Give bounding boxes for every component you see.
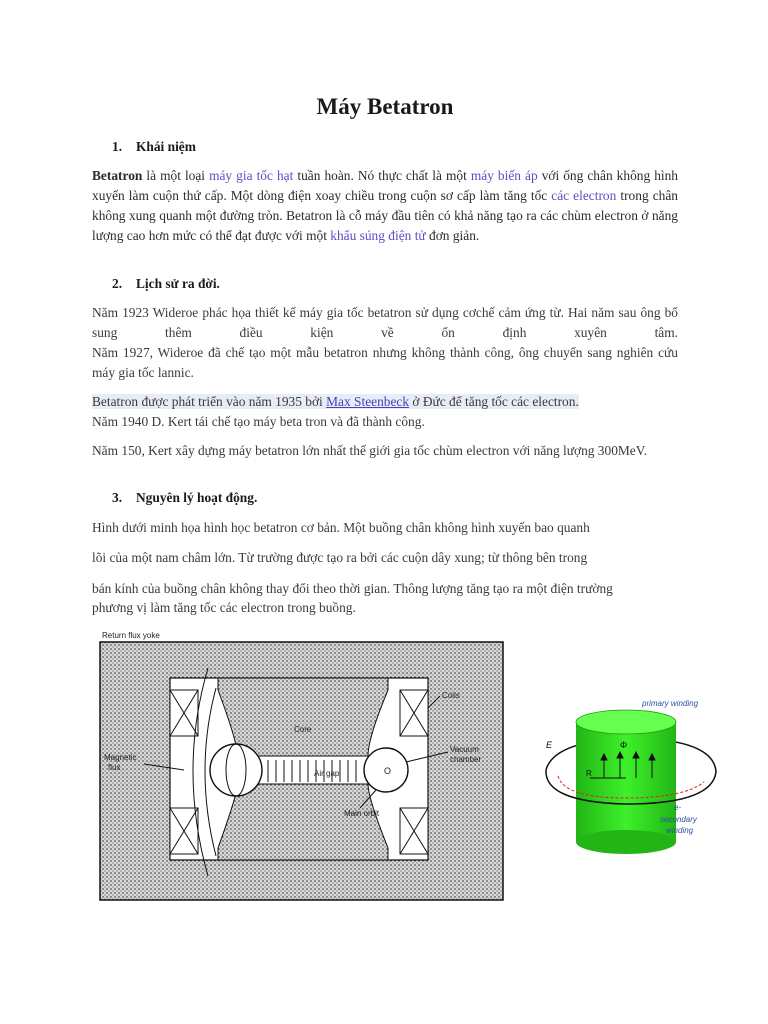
label-core: Core: [294, 725, 312, 734]
label-e-field: E: [546, 740, 553, 750]
primary-secondary-winding-figure: [534, 692, 724, 862]
section-1-paragraph: Betatron là một loại máy gia tốc hạt tuần hoàn. Nó thực chất là một máy biến áp với ống chân không hình xuyến làm cuộn thứ cấp. Một dòng điện xoay chiều trong cuộn sơ cấp làm tăng tốc các electron trong chân không xung quanh một đường tròn. Betatron là cỗ máy đầu tiên có khả năng tạo ra các chùm electron ở năng lượng cao hơn mức có thể đạt được với một khẩu súng điện tử đơn giản.: [92, 168, 678, 243]
label-r: R: [586, 769, 592, 778]
cylinder-top: [576, 710, 676, 734]
core-upper-pole: [218, 678, 388, 756]
link-may-bien-ap[interactable]: máy biến áp: [470, 168, 538, 183]
term-betatron: Betatron: [92, 168, 143, 183]
label-coils: Coils: [442, 691, 460, 700]
label-return-flux-yoke: Return flux yoke: [102, 631, 160, 640]
label-o: O: [384, 766, 392, 776]
page-title: Máy Betatron: [316, 94, 454, 119]
label-chamber: chamber: [450, 755, 482, 764]
link-cac-electron[interactable]: các electron: [551, 188, 617, 203]
history-paragraph-1: Năm 1923 Wideroe phác họa thiết kế máy gia tốc betatron sử dụng cơchế cảm ứng từ. Hai năm sau ông bổ sung thêm điều kiện về ổn định xuyên tâm.: [92, 305, 678, 340]
section-3-heading: 3. Nguyên lý hoạt động.: [112, 490, 258, 505]
label-magnetic: Magnetic: [104, 753, 137, 762]
link-may-gia-toc-hat[interactable]: máy gia tốc hạt: [209, 168, 294, 183]
principle-line-4: phương vị làm tăng tốc các electron trong buồng.: [92, 600, 356, 615]
section-1-heading: 1. Khái niệm: [112, 139, 196, 154]
label-secondary: secondary: [660, 815, 697, 824]
label-flux: flux: [108, 763, 121, 772]
link-khau-sung-dien-tu[interactable]: khẩu súng điện tử: [330, 228, 426, 243]
label-vacuum: Vacuum: [450, 745, 479, 754]
vacuum-chamber-left: [210, 744, 262, 796]
principle-line-1: Hình dưới minh họa hình học betatron cơ bản. Một buồng chân không hình xuyến bao quanh: [92, 520, 590, 535]
history-paragraph-3: Năm 150, Kert xây dựng máy betatron lớn nhất thế giới gia tốc chùm electron với năng lượng 300MeV.: [92, 443, 648, 458]
label-primary-winding: primary winding: [642, 699, 699, 708]
betatron-cross-section-figure: [98, 628, 508, 904]
history-paragraph-2: Betatron được phát triển vào năm 1935 bởi Max Steenbeck ở Đức để tăng tốc các electron. Năm 1940 D. Kert tái chế tạo máy beta tron và đã thành công.: [92, 394, 579, 429]
principle-line-2: lõi của một nam châm lớn. Từ trường được tạo ra bởi các cuộn dây xung; từ thông bên trong: [92, 550, 588, 565]
label-phi: Φ: [620, 740, 628, 750]
history-paragraph-1b: Năm 1927, Wideroe đã chế tạo một mẫu betatron nhưng không thành công, ông chuyển sang nghiên cứu máy gia tốc lannic.: [92, 345, 678, 380]
link-max-steenbeck[interactable]: Max Steenbeck: [326, 394, 410, 409]
label-electron: e-: [674, 803, 682, 812]
label-air-gap: Air gap: [314, 769, 340, 778]
label-winding: winding: [666, 826, 694, 835]
section-2-heading: 2. Lịch sử ra đời.: [112, 276, 220, 291]
principle-line-3: bán kính của buồng chân không thay đổi theo thời gian. Thông lượng tăng tạo ra một điện trường: [92, 581, 613, 596]
label-main-orbit: Main orbit: [344, 809, 380, 818]
